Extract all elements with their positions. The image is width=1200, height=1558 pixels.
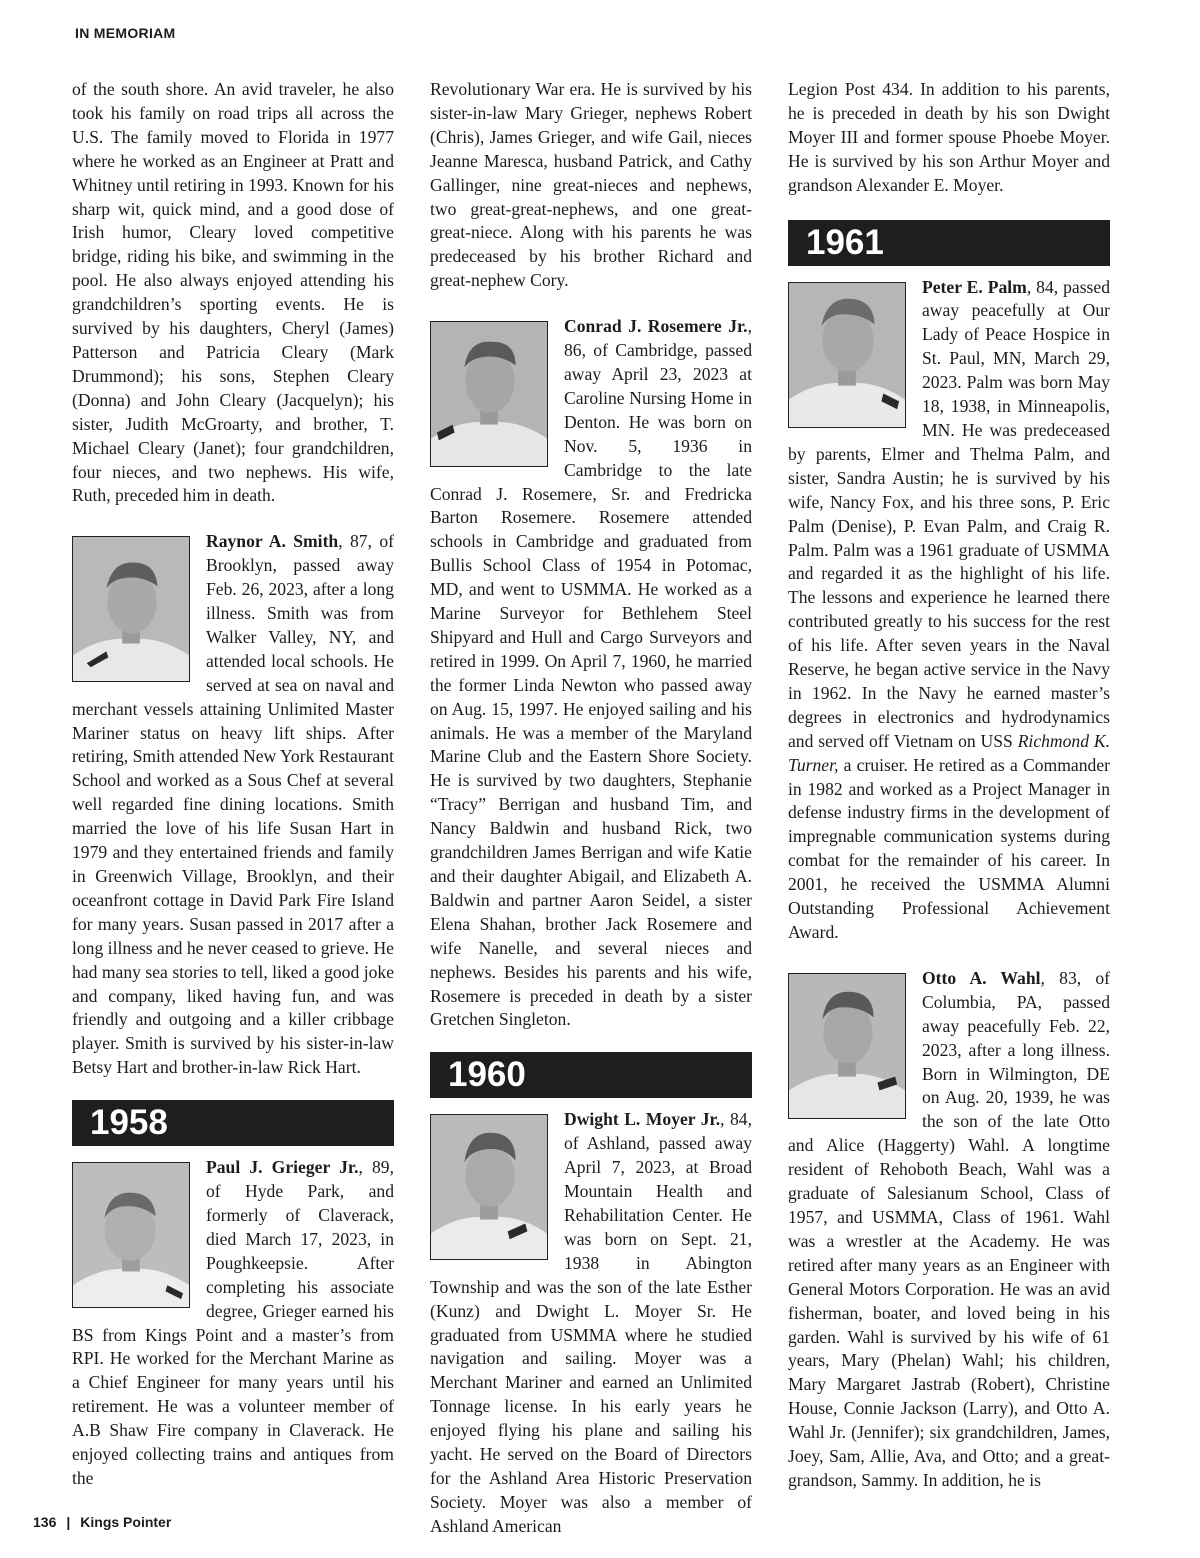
page-number: 136 xyxy=(33,1514,57,1530)
name-smith: Raynor A. Smith xyxy=(206,531,339,552)
class-year-1958: 1958 xyxy=(72,1100,394,1146)
portrait-photo-moyer xyxy=(430,1114,548,1260)
text-rosemere: , 86, of Cambridge, passed away April 23, 2023 at Caroline Nursing Home in Denton. He was born on Nov. 5, 1936 in Cambridge to the late Conrad J. Rosemere, Sr. and Fredricka Barton Rosemere. Rosemere attended schools in Cambridge and graduated from Bullis School Class of 1954 in Potomac, MD, and went to USMMA. He worked as a Marine Surveyor for Bethlehem Steel Shipyard and Hull and Cargo Surveyors and retired in 1999. On April 7, 1960, he married the former Linda Newton who passed away on Aug. 15, 1997. He enjoyed sailing and his animals. He was a member of the Maryland Marine Club and the Eastern Shore Society. He is survived by two daughters, Stephanie “Tracy” Berrigan and husband Tim, and Nancy Baldwin and husband Rick, two grandchildren James Berrigan and wife Katie and their daughter Abigail, and Elizabeth A. Baldwin and partner Aaron Seidel, a sister Elena Shahan, brother Jack Rosemere and wife Nanelle, and several nieces and nephews. Besides his parents and his wife, Rosemere is preceded in death by a sister Gretchen Singleton. xyxy=(430,316,752,1030)
obituary-moyer xyxy=(430,1108,752,1538)
obituary-cleary-continued: of the south shore. An avid traveler, he also took his family on road trips all across the U.S. The family moved to Florida in 1977 where he worked as an Engineer at Pratt and Whitney until retiring in 1993. Known for his sharp wit, quick mind, and a good dose of Irish humor, Cleary loved competitive bridge, riding his bike, and swimming in the pool. He also always enjoyed attending his grandchildren’s sporting events. He is survived by his daughters, Cheryl (James) Patterson and Patricia Cleary (Mark Drummond); his sons, Stephen Cleary (Donna) and John Cleary (Jacquelyn); his sister, Judith McGroarty, and brother, T. Michael Cleary (Janet); four grandchildren, four nieces, and two nephews. His wife, Ruth, preceded him in death. xyxy=(72,79,394,506)
name-moyer: Dwight L. Moyer Jr. xyxy=(564,1109,721,1130)
class-year-1961: 1961 xyxy=(788,220,1110,266)
page-footer xyxy=(33,1514,171,1530)
column-right xyxy=(788,78,1110,1493)
class-year-1960: 1960 xyxy=(430,1052,752,1098)
text-moyer: , 84, of Ashland, passed away April 7, 2023, at Broad Mountain Health and Rehabilitation Center. He was born on Sept. 21, 1938 in Abington Township and was the son of the late Esther (Kunz) and Dwight L. Moyer Sr. He graduated from USMMA where he studied navigation and sailing. Moyer was a Merchant Mariner and earned an Unlimited Tonnage license. In his early years he enjoyed flying his plane and sailing his yacht. He served on the Board of Directors for the Ashland Area Historic Preservation Society. Moyer was also a member of Ashland American xyxy=(430,1109,752,1536)
obituary-grieger-continued: Revolutionary War era. He is survived by his sister-in-law Mary Grieger, nephews Robert (Chris), James Grieger, and wife Gail, nieces Jeanne Maresca, husband Patrick, and Cathy Gallinger, nine great-nieces and nephews, two great-great-nephews, and one great-great-niece. Along with his parents he was predeceased by his brother Richard and great-nephew Cory. xyxy=(430,79,752,291)
obituary-smith xyxy=(72,530,394,1080)
text-palm-part2: a cruiser. He retired as a Commander in 1982 and worked as a Project Manager in defense industry firms in the development of impregnable communication systems during combat for the remainder of his career. In 2001, he received the USMMA Alumni Outstanding Professional Achievement Award. xyxy=(788,754,1110,942)
footer-separator: | xyxy=(66,1514,71,1530)
portrait-photo-smith xyxy=(72,536,190,682)
obituary-rosemere xyxy=(430,315,752,1032)
text-smith: , 87, of Brooklyn, passed away Feb. 26, 2023, after a long illness. Smith was from Walker Valley, NY, and attended local schools. He served at sea on naval and merchant vessels attaining Unlimited Master Mariner status on heavy lift ships. After retiring, Smith attended New York Restaurant School and worked as a Sous Chef at several well regarded fine dining locations. Smith married the love of his life Susan Hart in 1979 and they entertained friends and family in Greenwich Village, Brooklyn, and their oceanfront cottage in David Park Fire Island for many years. Susan passed in 2017 after a long illness and he never ceased to grieve. He had many sea stories to tell, liked a good joke and company, liked having fun, and was friendly and outgoing and a killer cribbage player. Smith is survived by his sister-in-law Betsy Hart and brother-in-law Rick Hart. xyxy=(72,531,395,1078)
name-rosemere: Conrad J. Rosemere Jr. xyxy=(564,316,748,337)
text-palm-part1: , 84, passed away peacefully at Our Lady of Peace Hospice in St. Paul, MN, March 29, 2023. Palm was born May 18, 1938, in Minneapolis, MN. He was predeceased by parents, Elmer and Thelma Palm, and sister, Sandra Austin; he is survived by his wife, Nancy Fox, and his three sons, P. Eric Palm (Denise), P. Evan Palm, and Craig R. Palm. Palm was a 1961 graduate of USMMA and regarded it as the highlight of his life. The lessons and experience he learned there contributed greatly to his success for the rest of his life. After seven years in the Naval Reserve, he began active service in the Navy in 1962. In the Navy he earned master’s degrees in electronics and hydrodynamics and served off Vietnam on USS xyxy=(788,276,1111,751)
name-grieger: Paul J. Grieger Jr. xyxy=(206,1157,359,1178)
obituary-palm xyxy=(788,276,1110,945)
text-wahl: , 83, of Columbia, PA, passed away peacefully Feb. 22, 2023, after a long illness. Born in Wilmington, DE on Aug. 20, 1939, he was the son of the late Otto and Alice (Haggerty) Wahl. A longtime resident of Rehoboth Beach, Wahl was a graduate of Salesianum School, Class of 1957, and USMMA, Class of 1961. Wahl was a wrestler at the Academy. He was retired after many years as an Engineer with General Motors Corporation. He was an avid fisherman, boater, and loved being in his garden. Wahl is survived by his wife of 61 years, Mary (Phelan) Wahl; his children, Mary Margaret Jastrab (Robert), Christine House, Connie Jackson (Larry), and Otto A. Wahl Jr. (Jennifer); six grandchildren, James, Joey, Sam, Allie, Ava, and Otto; and a great-grandson, Sammy. In addition, he is xyxy=(788,967,1110,1490)
ship-name: Richmond K. Turner, xyxy=(788,730,1111,775)
portrait-photo-palm xyxy=(788,282,906,428)
name-palm: Peter E. Palm xyxy=(922,276,1027,297)
column-left xyxy=(72,78,394,1491)
name-wahl: Otto A. Wahl xyxy=(922,967,1041,988)
portrait-photo-rosemere xyxy=(430,321,548,467)
text-grieger: , 89, of Hyde Park, and formerly of Claverack, died March 17, 2023, in Poughkeepsie. After completing his associate degree, Grieger earned his BS from Kings Point and a master’s from RPI. He worked for the Merchant Marine as a Chief Engineer for many years until his retirement. He was a volunteer member of A.B Shaw Fire company in Claverack. He enjoyed collecting trains and antiques from the xyxy=(72,1157,394,1488)
portrait-photo-grieger xyxy=(72,1162,190,1308)
publication-name: Kings Pointer xyxy=(80,1514,172,1530)
obituary-grieger xyxy=(72,1156,394,1491)
column-middle xyxy=(430,78,752,1539)
obituary-wahl xyxy=(788,967,1110,1493)
obituary-moyer-continued: Legion Post 434. In addition to his parents, he is preceded in death by his son Dwight Moyer III and former spouse Phoebe Moyer. He is survived by his son Arthur Moyer and grandson Alexander E. Moyer. xyxy=(788,79,1110,195)
section-header: IN MEMORIAM xyxy=(75,25,176,41)
portrait-photo-wahl xyxy=(788,973,906,1119)
